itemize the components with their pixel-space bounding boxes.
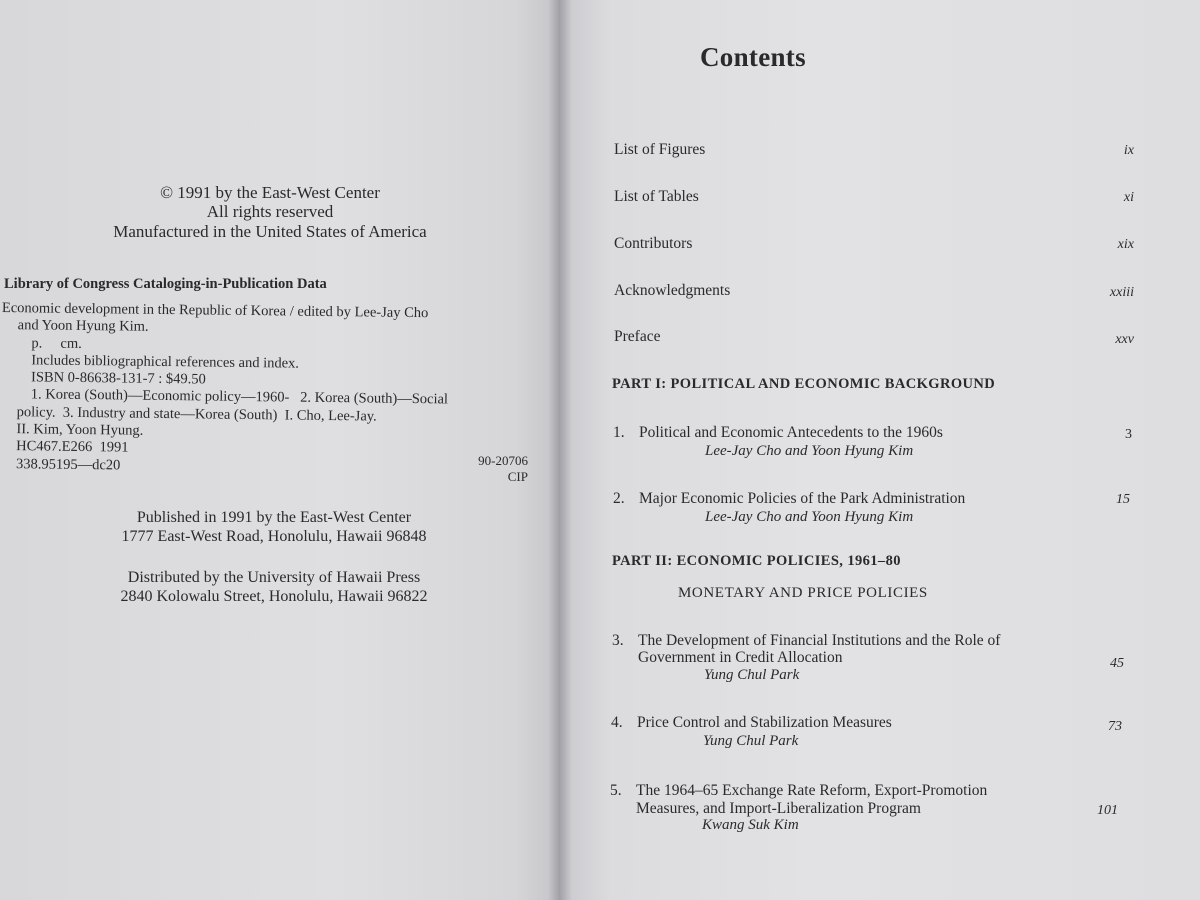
part-heading: PART I: POLITICAL AND ECONOMIC BACKGROUND (612, 376, 996, 392)
toc-entry-label: Acknowledgments (614, 282, 731, 299)
cip-line: Includes bibliographical references and index. (31, 352, 300, 372)
cip-line: ISBN 0-86638-131-7 : $49.50 (30, 369, 206, 388)
toc-entry-label: Preface (614, 328, 661, 345)
cip-control (468, 453, 528, 485)
distributor-block (84, 568, 464, 606)
toc-page-number: 15 (1116, 492, 1130, 507)
cip-line: and Yoon Hyung Kim. (17, 317, 149, 336)
toc-page-number: 73 (1108, 719, 1122, 734)
cip-heading: Library of Congress Cataloging-in-Publication Data (4, 276, 327, 292)
toc-page-number: xix (1117, 237, 1134, 252)
chapter-title: The 1964–65 Exchange Rate Reform, Export-Promotion (636, 782, 988, 799)
chapter-number: 2. (613, 490, 625, 507)
part-heading: PART II: ECONOMIC POLICIES, 1961–80 (612, 553, 901, 569)
chapter-author: Kwang Suk Kim (702, 817, 799, 833)
cip-block (0, 300, 449, 478)
chapter-title-cont: Government in Credit Allocation (638, 649, 843, 666)
cip-line: 338.95195—dc20 (15, 455, 121, 474)
cip-label: CIP (507, 469, 528, 484)
toc-page-number: 45 (1110, 656, 1124, 671)
toc-entry-label: List of Figures (614, 141, 706, 158)
toc-page-number: xxiii (1109, 285, 1134, 300)
copyright-line: © 1991 by the East-West Center (160, 183, 380, 202)
publisher-address: 1777 East-West Road, Honolulu, Hawaii 96848 (121, 528, 427, 545)
cip-line: 1. Korea (South)—Economic policy—1960- 2. Korea (South)—Social (30, 386, 449, 408)
distributor-address: 2840 Kolowalu Street, Honolulu, Hawaii 96822 (120, 588, 428, 605)
chapter-number: 4. (611, 714, 623, 731)
publisher-block (84, 508, 464, 546)
chapter-title: The Development of Financial Institutions and the Role of (638, 632, 1001, 649)
chapter-number: 1. (613, 424, 625, 441)
section-heading: MONETARY AND PRICE POLICIES (678, 585, 928, 601)
chapter-title: Price Control and Stabilization Measures (637, 714, 892, 731)
cip-line: HC467.E266 1991 (16, 438, 129, 456)
distributed-line: Distributed by the University of Hawaii Press (127, 569, 421, 586)
toc-page-number: xi (1123, 190, 1134, 205)
toc-page-number: xxv (1115, 332, 1134, 347)
toc-entry-label: Contributors (614, 235, 693, 252)
rights-line: All rights reserved (206, 202, 334, 221)
chapter-title-cont: Measures, and Import-Liberalization Program (636, 800, 921, 817)
toc-page-number: 101 (1097, 803, 1118, 818)
toc-entry-label: List of Tables (614, 188, 699, 205)
copyright-page (0, 0, 560, 900)
chapter-title: Major Economic Policies of the Park Administration (639, 490, 966, 507)
cip-line: p. cm. (31, 334, 82, 352)
chapter-author: Lee-Jay Cho and Yoon Hyung Kim (705, 509, 914, 525)
chapter-author: Lee-Jay Cho and Yoon Hyung Kim (705, 443, 914, 459)
page-title: Contents (700, 42, 806, 72)
toc-page-number: ix (1123, 143, 1134, 158)
published-line: Published in 1991 by the East-West Center (136, 509, 412, 526)
control-number: 90-20706 (478, 453, 528, 468)
show-through-title (70, 18, 237, 204)
chapter-author: Yung Chul Park (704, 667, 800, 683)
cip-line: II. Kim, Yoon Hyung. (16, 421, 144, 439)
chapter-title: Political and Economic Antecedents to the 1960s (639, 424, 943, 441)
chapter-author: Yung Chul Park (703, 733, 799, 749)
cip-line: Economic development in the Republic of Korea / edited by Lee-Jay Cho (1, 300, 429, 322)
manufactured-line: Manufactured in the United States of America (113, 222, 427, 241)
cip-line: policy. 3. Industry and state—Korea (South) I. Cho, Lee-Jay. (16, 403, 377, 425)
gutter-shadow (548, 0, 572, 900)
chapter-number: 3. (612, 632, 624, 649)
chapter-number: 5. (610, 782, 622, 799)
toc-page-number: 3 (1125, 427, 1132, 442)
